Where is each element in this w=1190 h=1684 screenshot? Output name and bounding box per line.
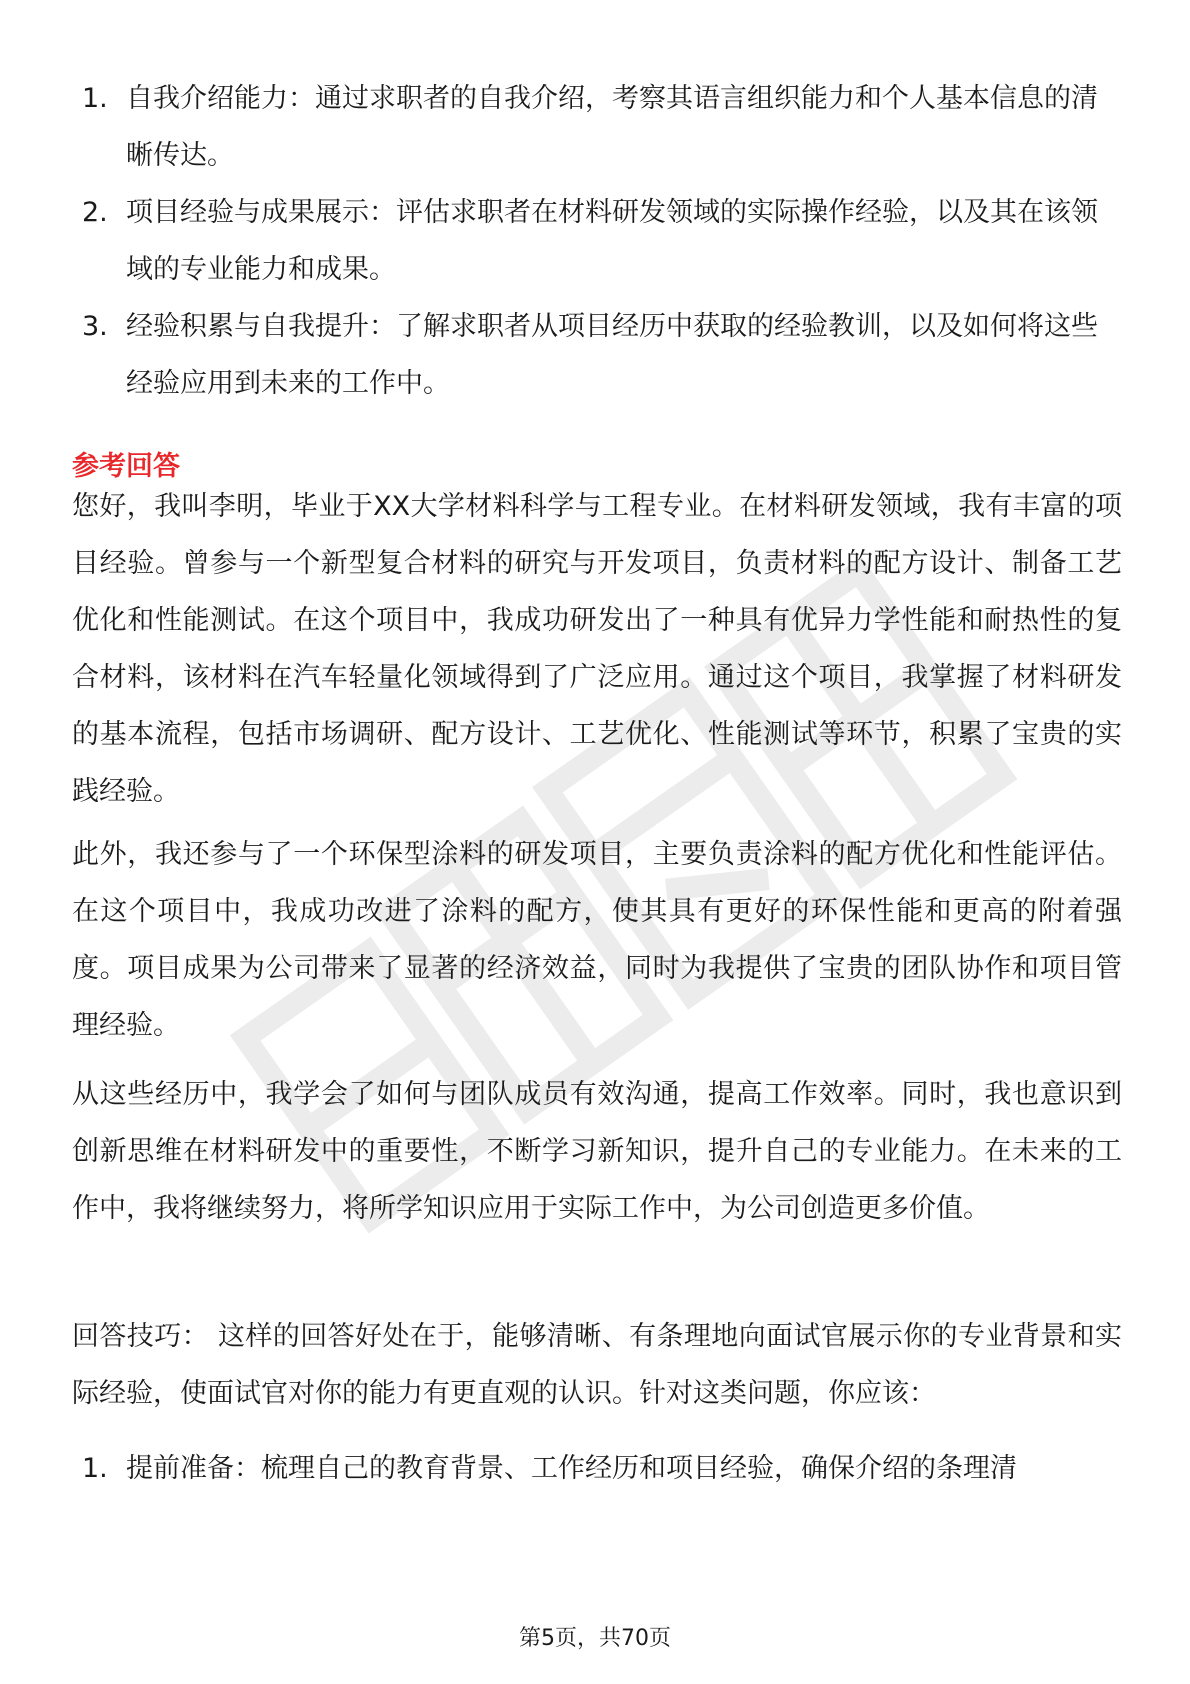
- list-text: 经验积累与自我提升：了解求职者从项目经历中获取的经验教训，以及如何将这些经验应用到未来的工作中。: [126, 311, 1098, 399]
- list-item: [72, 70, 1122, 184]
- answer-paragraph-1: 您好，我叫李明，毕业于XX大学材料科学与工程专业。在材料研发领域，我有丰富的项目经验。曾参与一个新型复合材料的研究与开发项目，负责材料的配方设计、制备工艺优化和性能测试。在这个项目中，我成功研发出了一种具有优异力学性能和耐热性的复合材料，该材料在汽车轻量化领域得到了广泛应用。通过这个项目，我掌握了材料研发的基本流程，包括市场调研、配方设计、工艺优化、性能测试等环节，积累了宝贵的实践经验。: [72, 491, 1122, 807]
- answer-paragraph-3: 从这些经历中，我学会了如何与团队成员有效沟通，提高工作效率。同时，我也意识到创新思维在材料研发中的重要性，不断学习新知识，提升自己的专业能力。在未来的工作中，我将继续努力，将所学知识应用于实际工作中，为公司创造更多价值。: [72, 1079, 1122, 1224]
- tips-paragraph: 回答技巧： 这样的回答好处在于，能够清晰、有条理地向面试官展示你的专业背景和实际经验，使面试官对你的能力有更直观的认识。针对这类问题，你应该：: [72, 1321, 1122, 1409]
- list-number: 1.: [82, 83, 108, 114]
- list-item: [72, 1440, 1122, 1497]
- list-number: 3.: [82, 311, 108, 342]
- list-number: 1.: [82, 1453, 108, 1484]
- criteria-list: [72, 70, 1122, 412]
- list-item: [72, 298, 1122, 412]
- list-text: 项目经验与成果展示：评估求职者在材料研发领域的实际操作经验，以及其在该领域的专业能力和成果。: [126, 197, 1098, 285]
- list-item: [72, 184, 1122, 298]
- answer-paragraph-2: 此外，我还参与了一个环保型涂料的研发项目，主要负责涂料的配方优化和性能评估。在这个项目中，我成功改进了涂料的配方，使其具有更好的环保性能和更高的附着强度。项目成果为公司带来了显著的经济效益，同时为我提供了宝贵的团队协作和项目管理经验。: [72, 839, 1122, 1041]
- tips-list: [72, 1440, 1122, 1497]
- list-text: 提前准备：梳理自己的教育背景、工作经历和项目经验，确保介绍的条理清: [126, 1453, 1017, 1484]
- page-footer: 第5页，共70页: [519, 1626, 671, 1651]
- list-number: 2.: [82, 197, 108, 228]
- section-heading: 参考回答: [72, 451, 180, 482]
- list-text: 自我介绍能力：通过求职者的自我介绍，考察其语言组织能力和个人基本信息的清晰传达。: [126, 83, 1098, 171]
